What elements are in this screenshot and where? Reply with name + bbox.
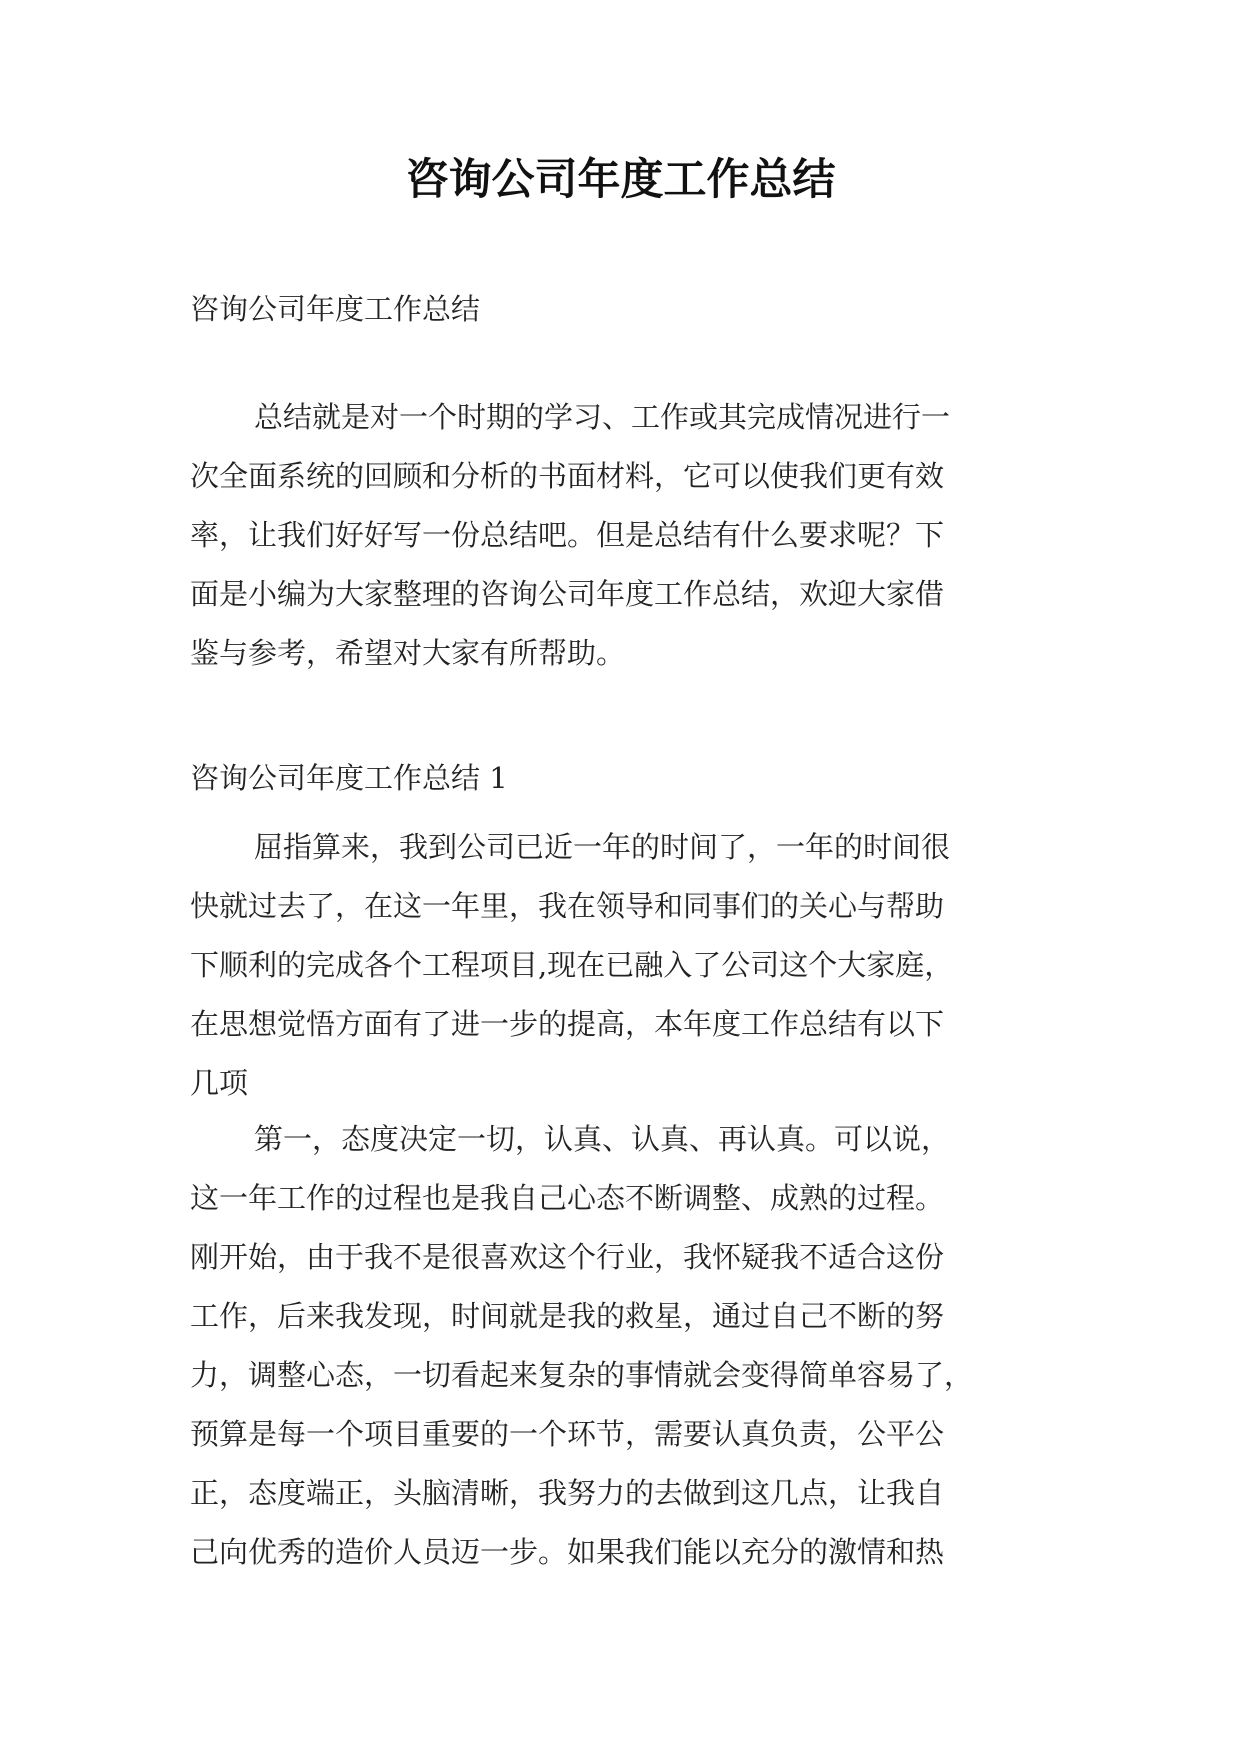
body-paragraph-2 [190,1110,1052,1582]
intro-line: 次全面系统的回顾和分析的书面材料，它可以使我们更有效 [190,459,945,493]
intro-line: 鉴与参考，希望对大家有所帮助。 [190,636,626,670]
intro-line: 总结就是对一个时期的学习、工作或其完成情况进行一 [254,400,951,434]
paragraph-line: 力，调整心态，一切看起来复杂的事情就会变得简单容易了， [190,1358,974,1392]
paragraph-line: 这一年工作的过程也是我自己心态不断调整、成熟的过程。 [190,1181,945,1215]
paragraph-line: 在思想觉悟方面有了进一步的提高，本年度工作总结有以下 [190,1007,945,1041]
paragraph-line: 第一，态度决定一切，认真、认真、再认真。可以说， [254,1122,951,1156]
intro-paragraph [190,388,1052,683]
paragraph-line: 己向优秀的造价人员迈一步。如果我们能以充分的激情和热 [190,1535,945,1569]
paragraph-line: 工作，后来我发现，时间就是我的救星，通过自己不断的努 [190,1299,945,1333]
intro-line: 率，让我们好好写一份总结吧。但是总结有什么要求呢？下 [190,518,945,552]
paragraph-line: 正，态度端正，头脑清晰，我努力的去做到这几点，让我自 [190,1476,945,1510]
paragraph-line: 快就过去了，在这一年里，我在领导和同事们的关心与帮助 [190,889,945,923]
body-paragraph-1 [190,818,1052,1113]
paragraph-line: 下顺利的完成各个工程项目,现在已融入了公司这个大家庭， [190,948,954,982]
paragraph-line: 刚开始，由于我不是很喜欢这个行业，我怀疑我不适合这份 [190,1240,945,1274]
paragraph-line: 屈指算来，我到公司已近一年的时间了，一年的时间很 [254,830,951,864]
paragraph-line: 预算是每一个项目重要的一个环节，需要认真负责，公平公 [190,1417,945,1451]
intro-line: 面是小编为大家整理的咨询公司年度工作总结，欢迎大家借 [190,577,945,611]
section-heading: 咨询公司年度工作总结 1 [190,761,508,795]
document-subtitle: 咨询公司年度工作总结 [190,292,481,326]
document-title: 咨询公司年度工作总结 [405,155,836,205]
paragraph-line: 几项 [190,1066,249,1100]
